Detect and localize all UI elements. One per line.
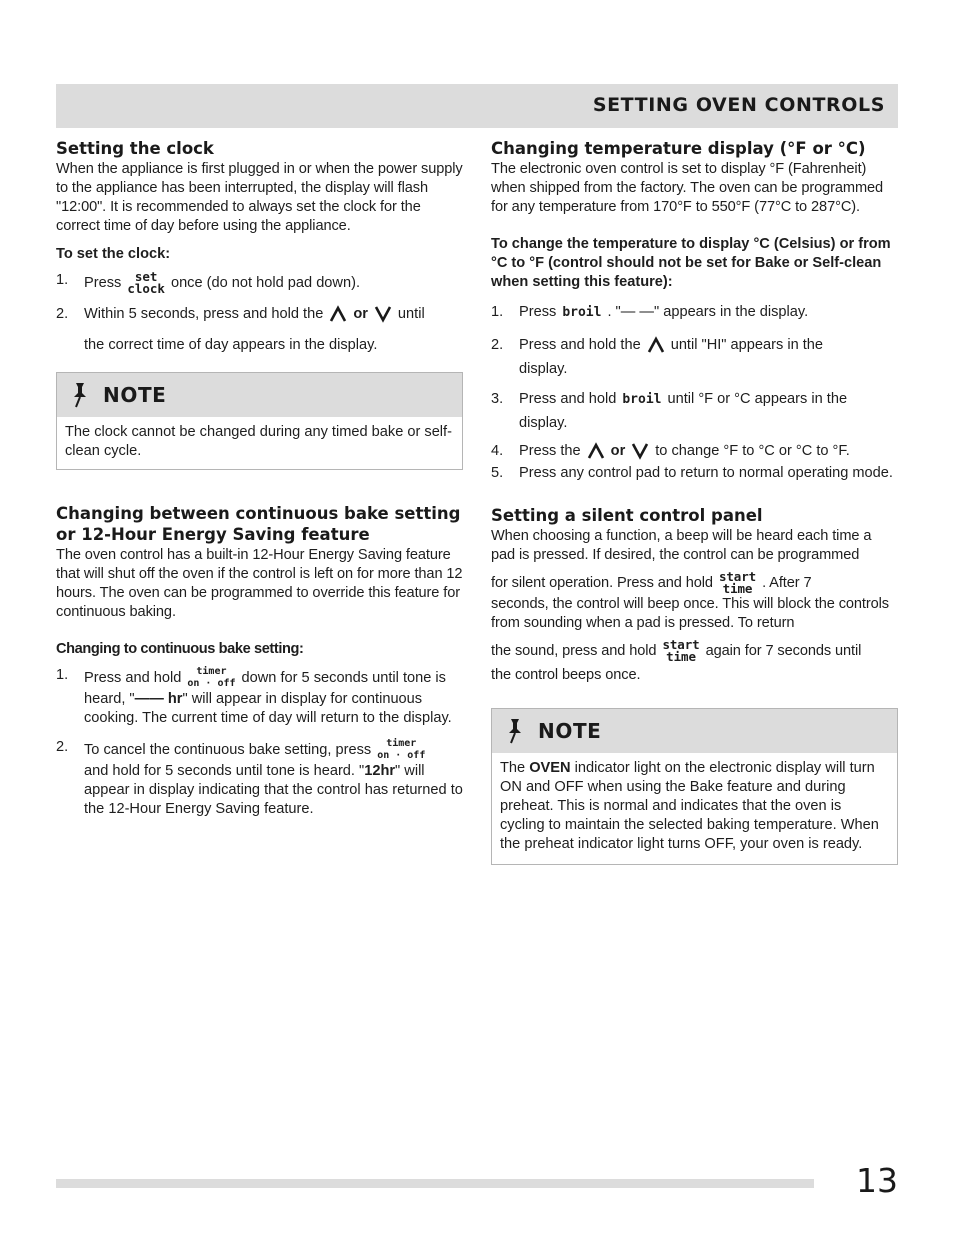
broil-key: broil bbox=[622, 392, 662, 407]
step-text-pre: Press and hold bbox=[519, 391, 617, 407]
step-text-post: down for 5 seconds until tone is bbox=[241, 669, 446, 686]
continuous-step-1 bbox=[56, 666, 464, 728]
step-text-pre: Press bbox=[519, 304, 557, 320]
step-line2-pre: heard, " bbox=[84, 691, 135, 707]
clock-subheading: To set the clock: bbox=[56, 246, 171, 262]
or-label: or bbox=[610, 443, 626, 459]
step-text-post: once (do not hold pad down). bbox=[170, 274, 360, 291]
hr-display: hr bbox=[167, 691, 183, 707]
silent-line5: the control beeps once. bbox=[491, 667, 641, 683]
note-text: The OVEN indicator light on the electronic display will turn ON and OFF when using the Bake feature and during preheat. This is normal and indicates that the oven is cycling to maintain the selected baking temperature. When the preheat indicator light turns OFF, your oven is ready. bbox=[500, 760, 879, 852]
silent-line1: When choosing a function, a beep will be heard each time a pad is pressed. If desired, the control can be programmed bbox=[491, 528, 872, 563]
continuous-intro: The oven control has a built-in 12-Hour Energy Saving feature that will shut off the oven if the control is left on for more than 12 hours. The oven can be programmed to override this feature for continuous baking. bbox=[56, 547, 463, 620]
step-text: Press any control pad to return to normal operating mode. bbox=[519, 465, 893, 481]
timer-onoff-key: timer on · off bbox=[377, 738, 426, 761]
timer-onoff-key: timer on · off bbox=[187, 666, 236, 689]
step-number: 1. bbox=[56, 272, 69, 288]
pushpin-icon bbox=[69, 382, 91, 408]
step-text-post: . "— —" appears in the display. bbox=[607, 304, 809, 320]
temp-subheading: To change the temperature to display °C (Celsius) or from °C to °F (control should not be set for Bake or Self-clean when setting this feature): bbox=[491, 236, 891, 290]
silent-line2-post: . After 7 bbox=[762, 574, 812, 591]
note-text: The clock cannot be changed during any timed bake or self-clean cycle. bbox=[65, 424, 452, 459]
step-number: 5. bbox=[491, 465, 504, 481]
oven-indicator-word: OVEN bbox=[529, 760, 571, 776]
chevron-up-icon bbox=[647, 336, 665, 354]
step-line2-post: " will appear in display indicating that the control has returned to the 12-Hour Energy Saving feature. bbox=[84, 763, 463, 817]
step-number: 2. bbox=[491, 337, 504, 353]
step-text-line2: display. bbox=[519, 415, 568, 431]
note-header bbox=[57, 373, 462, 417]
silent-text bbox=[491, 527, 899, 685]
silent-line4-pre: the sound, press and hold bbox=[491, 642, 657, 659]
footer-bar bbox=[56, 1179, 814, 1188]
step-number: 1. bbox=[56, 667, 69, 683]
note-label: NOTE bbox=[538, 719, 602, 743]
note-header bbox=[492, 709, 897, 753]
12hr-display: 12hr bbox=[364, 763, 396, 779]
silent-line3: seconds, the control will beep once. This will block the controls from sounding when a pad is pressed. To return bbox=[491, 596, 890, 631]
temp-intro: The electronic oven control is set to display °F (Fahrenheit) when shipped from the factory. The oven can be programmed for any temperature from 170°F to 550°F (77°C to 287°C). bbox=[491, 161, 884, 215]
dashes-display: —— bbox=[134, 691, 164, 707]
temp-step-2 bbox=[491, 336, 899, 379]
temp-step-1 bbox=[491, 303, 899, 322]
step-line2-post: " will appear in display for continuous cooking. The current time of day will return to the display. bbox=[84, 691, 452, 726]
step-text-post: until "HI" appears in the bbox=[670, 337, 824, 353]
temp-step-5 bbox=[491, 464, 899, 483]
continuous-subheading: Changing to continuous bake setting: bbox=[56, 641, 304, 657]
step-number: 4. bbox=[491, 443, 504, 459]
left-column bbox=[56, 138, 464, 819]
broil-key: broil bbox=[562, 305, 602, 320]
silent-line2-pre: for silent operation. Press and hold bbox=[491, 574, 713, 591]
start-time-key: start time bbox=[718, 569, 757, 596]
step-text-pre: Press and hold the bbox=[519, 337, 641, 353]
section-title: SETTING OVEN CONTROLS bbox=[592, 94, 885, 116]
silent-line4-post: again for 7 seconds until bbox=[705, 642, 862, 659]
step-text-pre: Within 5 seconds, press and hold the bbox=[84, 306, 324, 322]
chevron-up-icon bbox=[329, 305, 347, 323]
step-number: 1. bbox=[491, 304, 504, 320]
chevron-down-icon bbox=[631, 442, 649, 460]
chevron-down-icon bbox=[374, 305, 392, 323]
section-header-bar bbox=[56, 84, 898, 128]
note-box-clock bbox=[56, 372, 463, 470]
note-box-oven bbox=[491, 708, 898, 865]
step-text-pre: Press and hold bbox=[84, 669, 182, 686]
step-text-line2: the correct time of day appears in the display. bbox=[84, 337, 378, 353]
step-text-post: until °F or °C appears in the bbox=[667, 391, 848, 407]
step-line2-pre: and hold for 5 seconds until tone is heard. " bbox=[84, 763, 365, 779]
right-column bbox=[491, 138, 899, 865]
step-text-pre: To cancel the continuous bake setting, press bbox=[84, 741, 372, 758]
clock-step-2 bbox=[56, 305, 464, 355]
temp-step-4 bbox=[491, 442, 899, 461]
step-text-pre: Press bbox=[84, 274, 122, 291]
pushpin-icon bbox=[504, 718, 526, 744]
chevron-up-icon bbox=[587, 442, 605, 460]
step-text-line2: display. bbox=[519, 361, 568, 377]
step-text-post: until bbox=[397, 306, 425, 322]
or-label: or bbox=[353, 306, 368, 322]
step-number: 2. bbox=[56, 306, 69, 322]
set-clock-key: set clock bbox=[127, 269, 165, 296]
heading-continuous-bake: Changing between continuous bake setting or 12-Hour Energy Saving feature bbox=[56, 504, 461, 544]
heading-silent-panel: Setting a silent control panel bbox=[491, 506, 763, 525]
temp-step-3 bbox=[491, 390, 899, 433]
start-time-key: start time bbox=[662, 637, 700, 664]
heading-setting-clock: Setting the clock bbox=[56, 139, 214, 158]
step-number: 3. bbox=[491, 391, 504, 407]
step-text-pre: Press the bbox=[519, 443, 581, 459]
clock-intro: When the appliance is first plugged in or when the power supply to the appliance has been interrupted, the display will flash "12:00". It is recommended to always set the clock for the correct time of day before using the appliance. bbox=[56, 161, 463, 234]
note-label: NOTE bbox=[103, 383, 167, 407]
step-number: 2. bbox=[56, 739, 69, 755]
page-number: 13 bbox=[856, 1161, 898, 1200]
continuous-step-2 bbox=[56, 738, 464, 819]
clock-step-1 bbox=[56, 271, 464, 295]
step-text-post: to change °F to °C or °C to °F. bbox=[655, 443, 850, 459]
heading-temp-display: Changing temperature display (°F or °C) bbox=[491, 139, 866, 158]
